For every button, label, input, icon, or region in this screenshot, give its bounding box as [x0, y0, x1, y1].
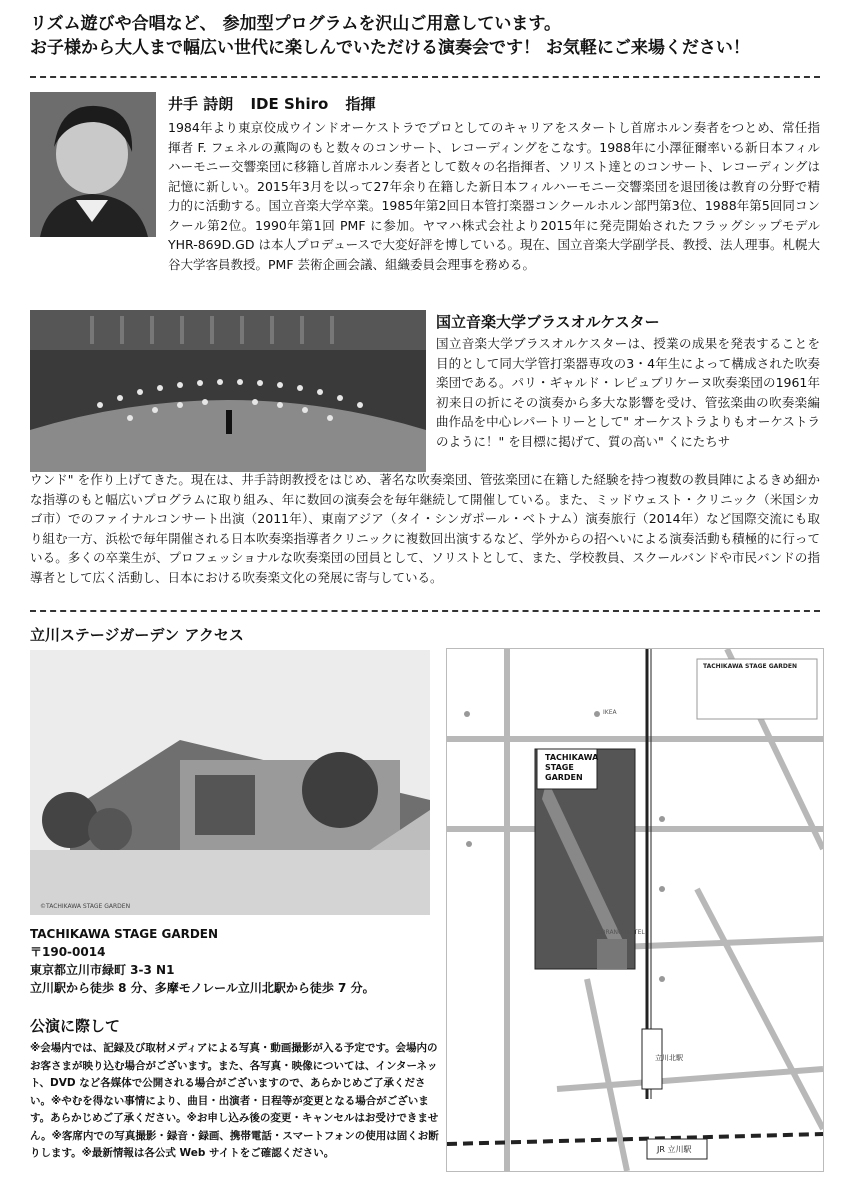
intro-text: [30, 12, 830, 60]
photo-credit: ©TACHIKAWA STAGE GARDEN: [40, 903, 131, 910]
venue-address-line: 東京都立川市緑町 3-3 N1: [30, 963, 175, 977]
intro-line-2: お子様から大人まで幅広い世代に楽しんでいただける演奏会です！ お気軽にご来場ください！: [30, 38, 750, 58]
notice-title: 公演に際して: [30, 1017, 121, 1035]
map-venue-sign-line-3: GARDEN: [545, 773, 583, 782]
access-title: 立川ステージガーデン アクセス: [30, 626, 244, 644]
venue-photo: [30, 650, 430, 915]
map-label-hotel: SORANO HOTEL: [597, 929, 645, 936]
map-label-ikea: IKEA: [603, 709, 617, 716]
map-venue-sign-line-1: TACHIKAWA: [545, 753, 599, 762]
conductor-name-en: IDE Shiro: [250, 95, 329, 113]
band-bio-top: 国立音楽大学ブラスオルケスターは、授業の成果を発表することを目的として同大学管打楽器専攻の3・4年生によって構成された吹奏楽団である。パリ・ギャルド・レピュブリケーヌ吹奏楽団の1961年初来日の折にその演奏から多大な影響を受け、管弦楽曲の吹奏楽編曲作品を中心レパートリーとして" オーケストラよりもオーケストラのように！" を目標に掲げて、質の高い" くにたちサ: [436, 336, 820, 449]
notice-text: ※会場内では、記録及び取材メディアによる写真・動画撮影が入る予定です。会場内のお客さまが映り込む場合がございます。また、各写真・映像については、インターネット、DVD など各媒体で公開される場合がございますので、あらかじめご了承ください。※やむを得ない事情により、曲目・出演者・日程等が変更となる場合がございます。あらかじめご了承ください。※お申し込み後の変更・キャンセルはお受けできません。※客席内での写真撮影・録音・録画、携帯電話・スマートフォンの使用は固くお断りします。※最新情報は各公式 Web サイトをご確認ください。: [30, 1042, 439, 1159]
access-map: [446, 648, 824, 1172]
band-photo: [30, 310, 426, 472]
venue-postal: 〒190-0014: [30, 945, 106, 959]
map-label-station: JR 立川駅: [657, 1145, 692, 1154]
conductor-name-line: [168, 93, 388, 114]
divider: [30, 76, 820, 78]
map-venue-sign: [545, 753, 598, 783]
map-header-title: TACHIKAWA STAGE GARDEN: [703, 663, 798, 670]
band-bio-bottom: ウンド" を作り上げてきた。現在は、井手詩朗教授をはじめ、著名な吹奏楽団、管弦楽団に在籍した経験を持つ複数の教員陣によるきめ細かな指導のもと幅広いプログラムに取り組み、年に数回の演奏会を毎年継続して開催している。また、ミッドウェスト・クリニック（米国シカゴ市）でのファイナルコンサート出演（2011年）、東南アジア（タイ・シンガポール・ベトナム）演奏旅行（2014年）など国際交流にも取り組む一方、浜松で毎年開催される日本吹奏楽指導者クリニックに複数回出演するなど、学外からの招へいによる演奏活動も積極的に行っている。多くの卒業生が、プロフェッショナルな吹奏楽団の団員として、ソリストとして、また、学校教員、スクールバンドや市民バンドの指導者として広く活動し、日本における吹奏楽文化の発展に寄与している。: [30, 472, 820, 585]
intro-line-1: リズム遊びや合唱など、 参加型プログラムを沢山ご用意しています。: [30, 14, 562, 34]
map-label-station-north: 立川北駅: [655, 1054, 683, 1062]
venue-directions: 立川駅から徒歩 8 分、多摩モノレール立川北駅から徒歩 7 分。: [30, 981, 375, 995]
venue-address: [30, 925, 430, 997]
conductor-role: 指揮: [345, 95, 376, 113]
conductor-bio: 1984年より東京佼成ウインドオーケストラでプロとしてのキャリアをスタートし首席ホルン奏者をつとめ、常任指揮者 F. フェネルの薫陶のもと数々のコンサート、レコーディングをこなす。1988年に小澤征爾率いる新日本フィルハーモニー交響楽団に移籍し首席ホルン奏者として数々の名指揮者、ソリスト達とのコンサート、レコーディングは記憶に新しい。2015年3月を以って27年余り在籍した新日本フィルハーモニー交響楽団を退団後は教育の分野で精力的に活動する。国立音楽大学卒業。1985年第2回日本管打楽器コンクールホルン部門第3位、1988年第5回同コンクール第2位。1990年第1回 PMF に参加。ヤマハ株式会社より2015年に発売開始されたフラッグシップモデル YHR-869D.GD は本人プロデュースで大変好評を博している。現在、国立音楽大学副学長、教授、法人理事。札幌大谷大学客員教授。PMF 芸術企画会議、組織委員会理事を務める。: [168, 120, 820, 272]
band-title: 国立音楽大学ブラスオルケスター: [436, 313, 660, 331]
venue-name-en: TACHIKAWA STAGE GARDEN: [30, 927, 219, 941]
divider: [30, 610, 820, 612]
map-venue-sign-line-2: STAGE: [545, 763, 574, 772]
conductor-photo: [30, 92, 156, 237]
conductor-name-ja: 井手 詩朗: [168, 95, 234, 113]
